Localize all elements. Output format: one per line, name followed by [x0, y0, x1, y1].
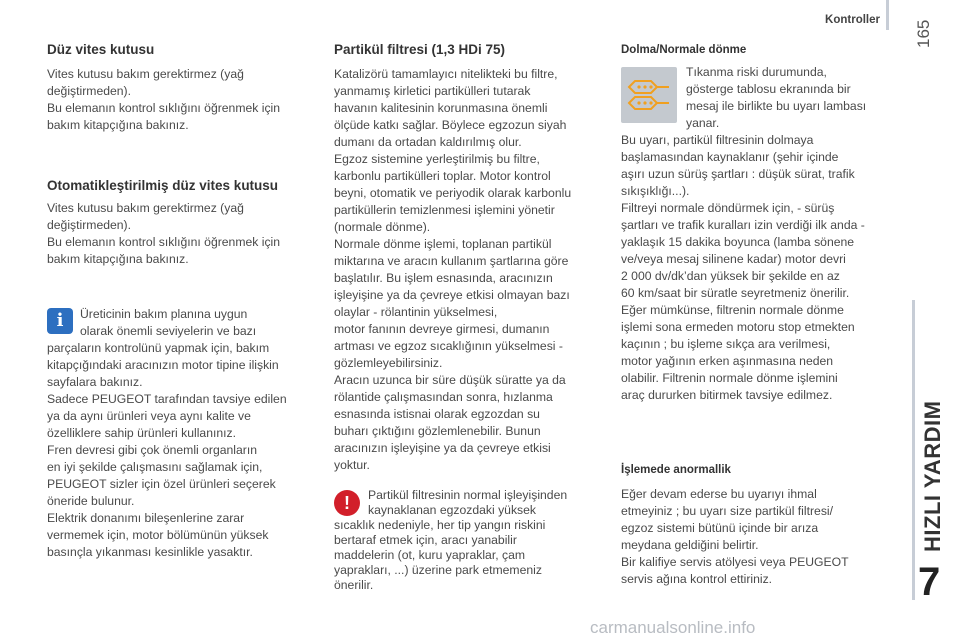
- text-line: Bu elemanın kontrol sıklığını öğrenmek için: [47, 235, 281, 249]
- malfunction-text: [621, 486, 849, 588]
- particle-filter-text: [334, 66, 571, 474]
- text-line: Bu elemanın kontrol sıklığını öğrenmek için: [47, 101, 281, 115]
- text-line: vermemek için, motor bölümünün yüksek: [47, 528, 269, 542]
- side-tab-rule: [912, 300, 915, 600]
- particle-filter-lamp-svg: [621, 67, 677, 123]
- text-line: aşırı uzun sürüş şartları : düşük sürat, trafik: [621, 167, 855, 181]
- text-line: rölantide çalışmasından sonra, hızlanma: [334, 390, 553, 404]
- watermark: carmanualsonline.info: [590, 618, 756, 637]
- maintenance-info-note: [47, 306, 287, 561]
- text-line: kaçının ; bu işleme sıkça ara verilmesi,: [621, 337, 831, 351]
- heading-particle-filter: Partikül filtresi (1,3 HDi 75): [334, 42, 506, 57]
- automated-gearbox-text: [47, 200, 280, 268]
- text-line: sıkışıklığı...).: [621, 184, 690, 198]
- heading-manual-gearbox: Düz vites kutusu: [47, 42, 155, 57]
- text-line: sayfalara bakınız.: [47, 375, 143, 389]
- page-number-text: 165: [914, 19, 933, 48]
- text-line: Vites kutusu bakım gerektirmez (yağ: [47, 67, 244, 81]
- text-line: bakım kitapçığına bakınız.: [47, 252, 189, 266]
- manual-gearbox-text: [47, 66, 280, 134]
- text-line: bertaraf etmek için, aracı yanabilir: [334, 533, 517, 547]
- text-line: başlatılır. Bu işlem esnasında, aracınızın: [334, 271, 553, 285]
- text-line: araç dururken bitirmek tavsiye edilmez.: [621, 388, 833, 402]
- chapter-number: 7: [918, 560, 941, 604]
- text-line: artması ve egzoz sıcaklığının yükselmesi -: [334, 339, 563, 353]
- text-line: etmeyiniz ; bu uyarı size partikül filtresi/: [621, 504, 834, 518]
- chapter-title: HIZLI YARDIM: [920, 400, 945, 552]
- text-line: basınçla yıkanması kesinlikle yasaktır.: [47, 545, 253, 559]
- text-line: ölçüde katkı sağlar. Böylece egzozun siyah: [334, 118, 567, 132]
- text-line: egzoz sistemi bütünü içinde bir arıza: [621, 521, 819, 535]
- text-line: aracınızın işleyişine ya da çevreye etkisi: [334, 441, 551, 455]
- text-line: Vites kutusu bakım gerektirmez (yağ: [47, 201, 244, 215]
- text-line: işlemi sona ermeden motoru stop etmekten: [621, 320, 855, 334]
- section-label: Kontroller: [825, 14, 880, 26]
- text-line: yaklaşık 15 dakika boyunca (lamba sönene: [621, 235, 855, 249]
- text-line: Filtreyi normale döndürmek için, - sürüş: [621, 201, 835, 215]
- heading-automated-gearbox: Otomatikleştirilmiş düz vites kutusu: [47, 178, 279, 193]
- text-line: ya da aynı ürünleri veya aynı kalite ve: [47, 409, 251, 423]
- text-line: değiştirmeden).: [47, 218, 131, 232]
- text-line: yaprakları, ...) üzerine park etmemeniz: [334, 563, 542, 577]
- text-line: Sadece PEUGEOT tarafından tavsiye edilen: [47, 392, 287, 406]
- text-line: beyni, otomatik ve periyodik olarak karbonlu: [334, 186, 572, 200]
- text-line: Bu uyarı, partikül filtresinin dolmaya: [621, 133, 814, 147]
- text-line: bakım kitapçığına bakınız.: [47, 118, 189, 132]
- text-line: 2 000 dv/dk’dan yüksek bir şekilde en az: [621, 269, 840, 283]
- text-line: Eğer devam ederse bu uyarıyı ihmal: [621, 487, 817, 501]
- text-line: PEUGEOT sizler için özel ürünleri seçerek: [47, 477, 276, 491]
- text-line: önerilir.: [334, 578, 374, 592]
- particle-filter-warning-lamp-icon: [621, 67, 677, 123]
- heading-malfunction: İşlemede anormallik: [621, 464, 731, 476]
- text-line: Elektrik donanımı bileşenlerine zarar: [47, 511, 245, 525]
- text-line: kaynaklanan egzozdaki yüksek: [368, 503, 537, 517]
- text-line: Tıkanma riski durumunda,: [686, 65, 827, 79]
- text-line: partiküllerin temizlenmesi işlemini yönetir: [334, 203, 555, 217]
- text-line: en iyi şekilde çalışmasını sağlamak için,: [47, 460, 263, 474]
- text-line: Bir kalifiye servis atölyesi veya PEUGEOT: [621, 555, 849, 569]
- text-line: Partikül filtresinin normal işleyişinden: [368, 488, 568, 502]
- text-line: (normale dönme).: [334, 220, 431, 234]
- text-line: servis ağına kontrol ettiriniz.: [621, 572, 773, 586]
- text-line: Aracın uzunca bir süre düşük süratte ya da: [334, 373, 566, 387]
- text-line: havanın kalitesinin korunmasına önemli: [334, 101, 548, 115]
- text-line: olaylar - rölantinin yükselmesi,: [334, 305, 498, 319]
- text-line: motor yağının erken aşınmasına neden: [621, 354, 834, 368]
- heading-filling-regeneration: Dolma/Normale dönme: [621, 44, 747, 56]
- text-line: Egzoz sistemine yerleştirilmiş bu filtre,: [334, 152, 540, 166]
- text-line: maddelerin (ot, kuru yapraklar, çam: [334, 548, 526, 562]
- text-line: başlamasından kaynaklanır (şehir içinde: [621, 150, 839, 164]
- text-line: mesaj ile birlikte bu uyarı lambası: [686, 99, 867, 113]
- header-rule: [886, 0, 889, 30]
- text-line: ve/veya mesaj silinene kadar) motor devri: [621, 252, 846, 266]
- text-line: yoktur.: [334, 458, 370, 472]
- text-line: esnasında istisnai olarak egzozdan su: [334, 407, 540, 421]
- text-line: özelliklere sahip ürünleri kullanınız.: [47, 426, 237, 440]
- exclamation-icon: !: [334, 490, 360, 516]
- text-line: dumanı da ortadan kaldırılmış olur.: [334, 135, 522, 149]
- text-line: işleyişine ya da çevreye etkisi olmayan bazı: [334, 288, 570, 302]
- text-line: Eğer mümkünse, filtrenin normale dönme: [621, 303, 844, 317]
- text-line: Normale dönme işlemi, toplanan partikül: [334, 237, 552, 251]
- text-line: gözlemleyebilirsiniz.: [334, 356, 443, 370]
- text-line: 60 km/saat bir süratle seyretmeniz önerilir.: [621, 286, 850, 300]
- chapter-side-tab: [900, 0, 960, 640]
- text-line: sıcaklık nedeniyle, her tip yangın riskini: [334, 518, 546, 532]
- regeneration-text: [621, 132, 865, 404]
- text-line: karbonlu partikülleri toplar. Motor kontrol: [334, 169, 551, 183]
- text-line: olarak önemli seviyelerin ve bazı: [80, 324, 257, 338]
- text-line: parçaların kontrolünü yapmak için, bakım: [47, 341, 270, 355]
- text-line: yanmamış kirletici partikülleri tutarak: [334, 84, 531, 98]
- text-line: meydana geldiğini belirtir.: [621, 538, 759, 552]
- text-line: motor fanının devreye girmesi, dumanın: [334, 322, 550, 336]
- text-line: yanar.: [686, 116, 720, 130]
- text-line: miktarına ve aracın kullanım şartlarına göre: [334, 254, 569, 268]
- text-line: buharı çıktığını gözlemlenebilir. Bunun: [334, 424, 541, 438]
- text-line: Fren devresi gibi çok önemli organların: [47, 443, 257, 457]
- text-line: Üreticinin bakım planına uygun: [80, 307, 248, 321]
- warning-lamp-intro: [686, 64, 866, 132]
- text-line: kitapçığındaki aracınızın motor tipine ilişkin: [47, 358, 279, 372]
- text-line: öneride bulunur.: [47, 494, 135, 508]
- fire-risk-warning-note: [334, 488, 567, 593]
- text-line: Katalizörü tamamlayıcı nitelikteki bu filtre,: [334, 67, 558, 81]
- text-line: değiştirmeden).: [47, 84, 131, 98]
- text-line: olabilir. Filtrenin normale dönme işlemini: [621, 371, 838, 385]
- text-line: şartları ve trafik kuralları izin verdiği ilk anda -: [621, 218, 865, 232]
- info-icon: i: [47, 308, 73, 334]
- text-line: gösterge tablosu ekranında bir: [686, 82, 851, 96]
